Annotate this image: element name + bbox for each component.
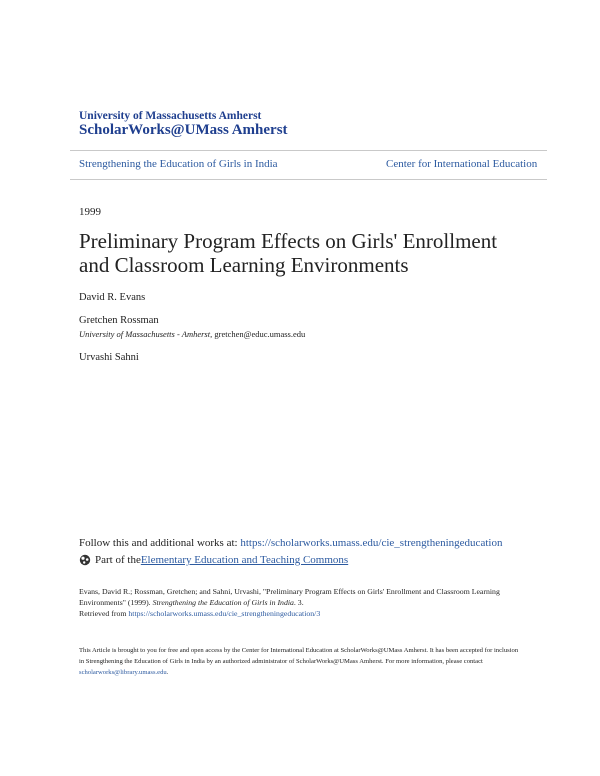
notice-end: . — [166, 669, 169, 676]
retrieved-label: Retrieved from — [79, 609, 129, 618]
author-name: David R. Evans — [79, 292, 146, 303]
recommended-citation — [79, 586, 524, 619]
bottom-divider — [70, 179, 547, 180]
series-link[interactable]: Strengthening the Education of Girls in India — [79, 158, 278, 170]
author-affiliation — [79, 329, 305, 339]
top-divider — [70, 150, 547, 151]
author-name: Urvashi Sahni — [79, 352, 139, 363]
author-name: Gretchen Rossman — [79, 315, 159, 326]
part-of-label: Part of the — [95, 554, 141, 566]
follow-line — [79, 537, 502, 549]
repository-name[interactable]: ScholarWorks@UMass Amherst — [79, 122, 288, 138]
author-email: , gretchen@educ.umass.edu — [210, 329, 306, 339]
citation-number: . 3. — [293, 598, 304, 607]
notice-text: This Article is brought to you for free and open access by the Center for International Education at ScholarWorks@UMass Amherst. It has been accepted for inclusion in Strengthening the Education of Girls in India by an authorized administrator of ScholarWorks@UMass Amherst. For more information, please contact — [79, 647, 519, 665]
institution-name[interactable]: University of Massachusetts Amherst — [79, 110, 262, 122]
citation-series: Strengthening the Education of Girls in India — [152, 598, 294, 607]
follow-label: Follow this and additional works at: — [79, 537, 241, 549]
creative-commons-network-icon — [79, 554, 91, 566]
retrieved-url-link[interactable]: https://scholarworks.umass.edu/cie_strengtheningeducation/3 — [128, 609, 321, 618]
citation-text: Evans, David R.; Rossman, Gretchen; and Sahni, Urvashi, "Preliminary Program Effects on Girls' Enrollment and Classroom Learning Environments" (1999). — [79, 587, 500, 607]
part-of-line — [79, 554, 348, 566]
center-link[interactable]: Center for International Education — [386, 158, 538, 170]
publication-year: 1999 — [79, 206, 101, 218]
affiliation-text: University of Massachusetts - Amherst — [79, 329, 211, 339]
commons-link[interactable]: Elementary Education and Teaching Commons — [140, 554, 349, 566]
contact-email-link[interactable]: scholarworks@library.umass.edu — [79, 669, 167, 676]
access-notice — [79, 645, 524, 678]
paper-title: Preliminary Program Effects on Girls' Enrollment and Classroom Learning Environments — [79, 229, 498, 277]
collection-url-link[interactable]: https://scholarworks.umass.edu/cie_strengtheningeducation — [240, 537, 503, 549]
